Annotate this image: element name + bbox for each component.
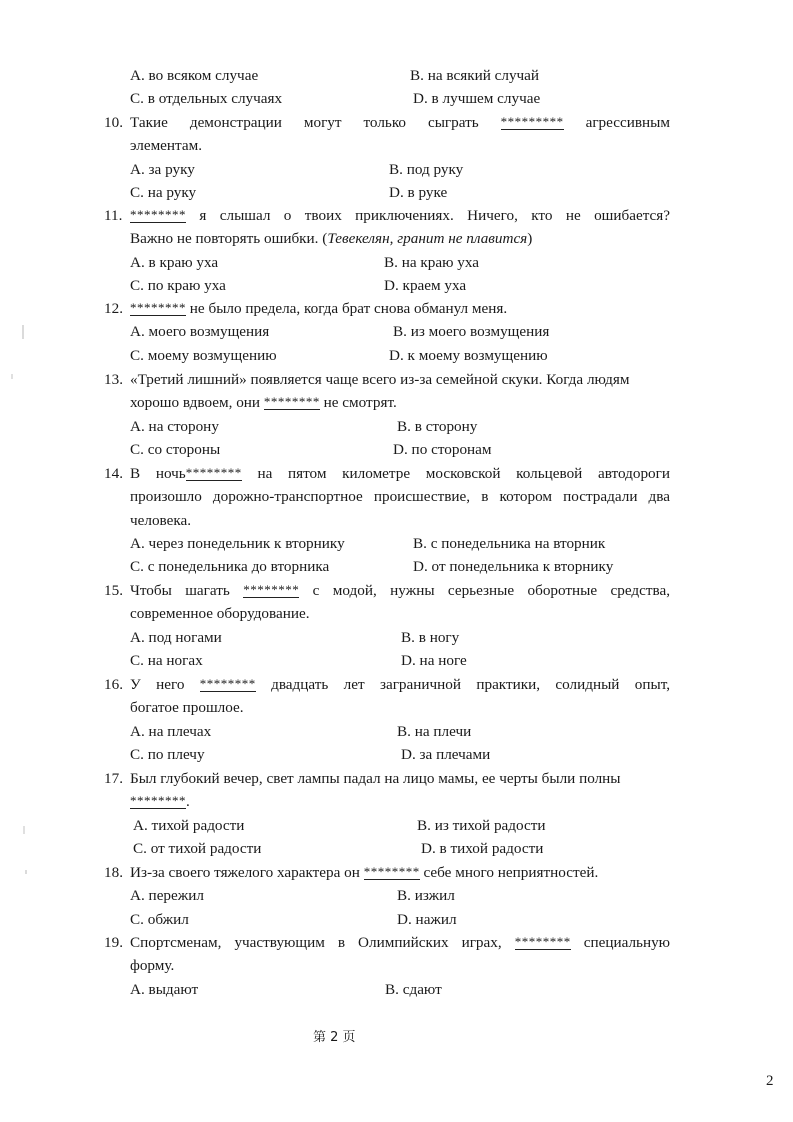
- question-11: [104, 204, 670, 297]
- scan-artifact: [11, 374, 13, 379]
- answer-blank: ********: [130, 207, 186, 222]
- option-b: B. на плечи: [397, 722, 472, 740]
- option-d: D. в тихой радости: [421, 839, 544, 857]
- option-b: B. в ногу: [401, 628, 460, 646]
- question-text-continued: форму.: [130, 957, 175, 975]
- option-a: A. под ногами: [130, 628, 222, 646]
- question-text: ******** я слышал о твоих приключениях. Ничего, кто не ошибается?: [130, 207, 670, 224]
- option-d: D. на ноге: [401, 651, 467, 669]
- question-text: Такие демонстрации могут только сыграть ********* агрессивным: [130, 114, 670, 131]
- option-b: B. на всякий случай: [410, 67, 540, 84]
- citation: Тевекелян, гранит не плавится: [327, 230, 528, 248]
- question-text-continued: современное оборудование.: [130, 605, 310, 623]
- option-a: A. на сторону: [130, 417, 219, 435]
- answer-blank: *********: [500, 114, 564, 129]
- answer-blank: ********: [363, 864, 420, 879]
- option-a: A. пережил: [130, 887, 204, 905]
- answer-blank: ********: [243, 582, 300, 597]
- question-number: 15.: [104, 582, 123, 599]
- question-text: Чтобы шагать ******** с модой, нужны серьезные оборотные средства,: [130, 582, 671, 599]
- question-text: У него ******** двадцать лет заграничной практики, солидный опыт,: [130, 676, 670, 693]
- option-d: D. по сторонам: [393, 440, 492, 458]
- question-9-options: [104, 64, 670, 111]
- answer-blank: ********: [263, 394, 320, 410]
- option-c: C. моему возмущению: [130, 346, 277, 364]
- question-number: 19.: [104, 934, 123, 951]
- option-b: B. в сторону: [397, 417, 478, 435]
- option-c: C. со стороны: [130, 440, 221, 458]
- answer-blank: ********: [514, 934, 571, 949]
- option-d: D. нажил: [397, 910, 457, 928]
- option-b: B. изжил: [397, 887, 455, 905]
- page-number: 2: [766, 1073, 774, 1089]
- option-a: A. через понедельник к вторнику: [130, 534, 345, 552]
- question-number: 10.: [104, 114, 123, 131]
- option-c: C. в отдельных случаях: [130, 90, 283, 108]
- question-number: 18.: [104, 864, 123, 881]
- question-text: Спортсменам, участвующим в Олимпийских играх, ******** специальную: [130, 934, 671, 951]
- option-d: D. краем уха: [384, 276, 467, 294]
- option-b: B. под руку: [389, 160, 464, 178]
- answer-blank: ********: [199, 676, 256, 691]
- option-a: A. на плечах: [130, 722, 212, 740]
- option-c: C. обжил: [130, 910, 189, 928]
- option-b: B. из тихой радости: [417, 816, 546, 834]
- answer-blank: ********: [185, 465, 242, 480]
- option-d: D. в лучшем случае: [413, 90, 541, 108]
- question-text-continued: Важно не повторять ошибки. (Тевекелян, гранит не плавится): [130, 230, 533, 248]
- option-b: B. на краю уха: [384, 253, 479, 271]
- question-number: 16.: [104, 676, 123, 693]
- question-number: 17.: [104, 770, 123, 787]
- question-text-continued: богатое прошлое.: [130, 699, 244, 717]
- question-number: 11.: [104, 207, 123, 224]
- question-number: 13.: [104, 371, 123, 388]
- option-a: A. тихой радости: [133, 816, 245, 834]
- question-text: Был глубокий вечер, свет лампы падал на лицо мамы, ее черты были полны: [130, 770, 621, 787]
- question-text: Из-за своего тяжелого характера он ******** себе много неприятностей.: [130, 864, 599, 881]
- option-a: A. во всяком случае: [130, 67, 259, 84]
- option-d: D. к моему возмущению: [389, 346, 548, 364]
- question-text-continued: ********.: [130, 793, 190, 811]
- option-a: A. в краю уха: [130, 253, 219, 271]
- question-19: [104, 931, 670, 1001]
- option-a: A. выдают: [130, 980, 199, 998]
- question-18: [104, 861, 670, 931]
- option-c: C. по краю уха: [130, 276, 226, 294]
- question-15: [104, 579, 670, 672]
- question-14: [104, 462, 670, 578]
- option-c: C. на руку: [130, 183, 197, 201]
- question-text: ******** не было предела, когда брат снова обманул меня.: [130, 300, 508, 317]
- option-a: A. моего возмущения: [130, 323, 270, 341]
- question-text-continued: элементам.: [130, 137, 203, 155]
- question-12: [104, 297, 670, 367]
- option-d: D. от понедельника к вторнику: [413, 558, 614, 576]
- question-text-continued: хорошо вдвоем, они ******** не смотрят.: [130, 394, 397, 412]
- question-10: [104, 111, 670, 204]
- question-text-continued: человека.: [130, 511, 192, 529]
- question-16: [104, 673, 670, 766]
- question-text: В ночь******** на пятом километре московской кольцевой автодороги: [130, 465, 671, 482]
- option-c: C. от тихой радости: [133, 839, 262, 857]
- option-c: C. с понедельника до вторника: [130, 558, 330, 576]
- question-13: [104, 368, 670, 461]
- question-17: [104, 767, 670, 860]
- question-text-continued: произошло дорожно-транспортное происшествие, в котором пострадали два: [130, 488, 670, 506]
- question-number: 12.: [104, 300, 123, 317]
- scan-artifact: [25, 870, 27, 874]
- option-d: D. за плечами: [401, 745, 491, 763]
- question-number: 14.: [104, 465, 123, 482]
- page-footer-label: 第 2 页: [313, 1030, 356, 1045]
- scan-artifact: [22, 325, 24, 339]
- question-text: «Третий лишний» появляется чаще всего из-за семейной скуки. Когда людям: [130, 371, 630, 388]
- option-d: D. в руке: [389, 183, 448, 201]
- option-b: B. с понедельника на вторник: [413, 534, 606, 552]
- option-a: A. за руку: [130, 160, 195, 178]
- scan-artifact: [23, 826, 25, 834]
- option-c: C. на ногах: [130, 651, 203, 669]
- option-c: C. по плечу: [130, 745, 205, 763]
- answer-blank: ********: [130, 793, 186, 809]
- option-b: B. сдают: [385, 980, 442, 998]
- option-b: B. из моего возмущения: [393, 323, 550, 341]
- answer-blank: ********: [130, 300, 186, 315]
